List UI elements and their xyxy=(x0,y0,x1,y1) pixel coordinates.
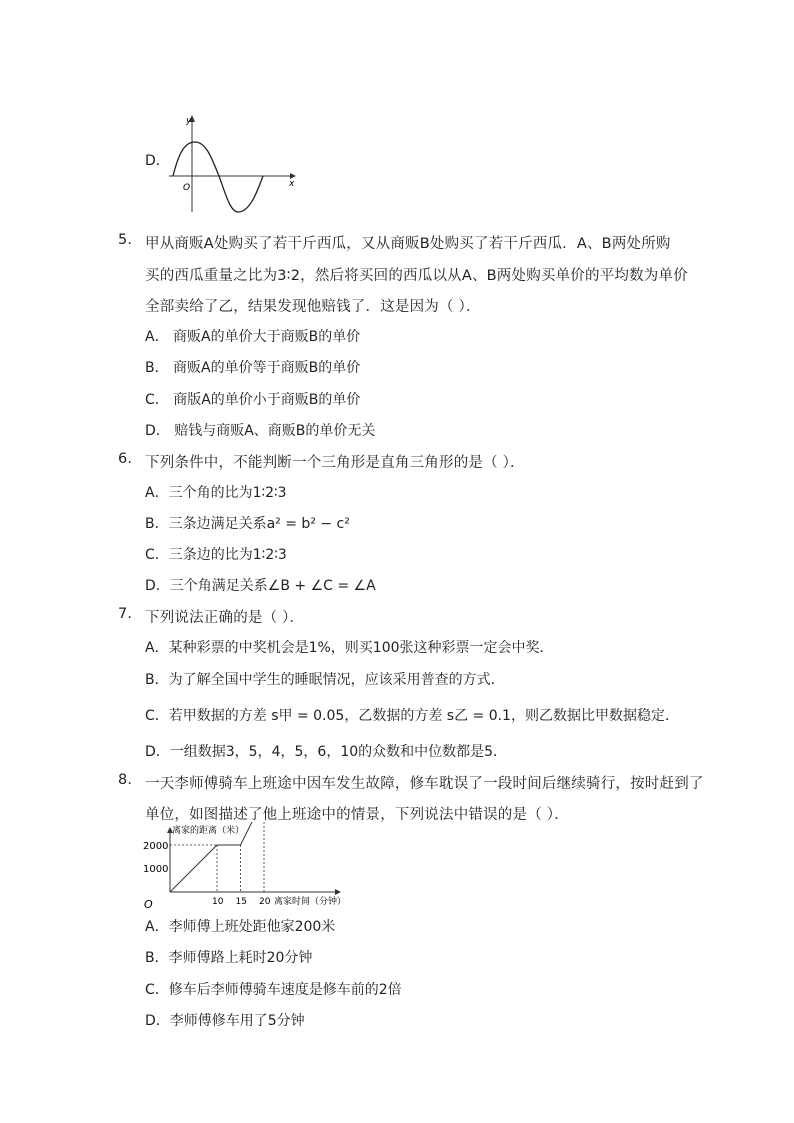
q8-option-b: B．李师傅路上耗时20分钟 xyxy=(145,950,313,966)
q7-option-d: D．一组数据3，5，4，5，6，10的众数和中位数都是5． xyxy=(145,744,508,760)
q7-option-b: B．为了解全国中学生的睡眠情况，应该采用普查的方式． xyxy=(145,672,505,688)
q7-number: 7. xyxy=(118,606,133,622)
q8-line1: 一天李师傅骑车上班途中因车发生故障，修车耽误了一段时间后继续骑行，按时赶到了 xyxy=(145,776,704,792)
q7-stem: 下列说法正确的是（ ）． xyxy=(145,610,305,626)
q4-y-label: y xyxy=(186,116,192,126)
q8-option-c: C．修车后李师傅骑车速度是修车前的2倍 xyxy=(145,982,402,998)
q8-number: 8. xyxy=(118,772,133,788)
q6-number: 6. xyxy=(118,451,133,467)
q4-x-label: x xyxy=(289,179,295,189)
q5-line2: 买的西瓜重量之比为3∶2，然后将买回的西瓜以从A、B两处购买单价的平均数为单价 xyxy=(145,268,688,284)
q8-ylabel: 离家的距离（米） xyxy=(172,826,245,836)
q5-option-b: B． 商贩A的单价等于商贩B的单价 xyxy=(145,360,361,376)
q8-ytick-2000: 2000 xyxy=(143,841,169,852)
q4-curve xyxy=(173,142,263,212)
q8-xlabel: 离家时间（分钟） xyxy=(274,897,347,907)
q5-option-a: A． 商贩A的单价大于商贩B的单价 xyxy=(145,329,361,345)
q4-origin-label: O xyxy=(183,183,191,193)
q8-origin-label: O xyxy=(144,898,153,911)
q5-line1: 甲从商贩A处购买了若干斤西瓜，又从商贩B处购买了若干斤西瓜．A、B两处所购 xyxy=(145,236,671,252)
q5-option-d: D． 赔钱与商贩A、商贩B的单价无关 xyxy=(145,423,376,439)
q6-option-b: B．三条边满足关系a² = b² − c² xyxy=(145,516,350,532)
q8-xtick-15: 15 xyxy=(235,897,247,907)
q4-option-d-label: D． xyxy=(145,153,170,169)
q8-xtick-20: 20 xyxy=(259,897,271,907)
q7-option-a: A．某种彩票的中奖机会是1%，则买100张这种彩票一定会中奖． xyxy=(145,640,554,656)
q5-line3: 全部卖给了乙，结果发现他赔钱了．这是因为（ ）． xyxy=(145,299,481,315)
q7-option-c: C．若甲数据的方差 s甲 = 0.05，乙数据的方差 s乙 = 0.1，则乙数据比甲数据稳定． xyxy=(145,708,679,724)
q8-distance-time-chart xyxy=(140,822,360,912)
q6-option-a: A．三个角的比为1∶2∶3 xyxy=(145,485,287,501)
q8-x-arrow xyxy=(335,889,341,895)
q8-line2: 单位，如图描述了他上班途中的情景，下列说法中错误的是（ ）． xyxy=(145,807,569,823)
q8-xtick-10: 10 xyxy=(212,897,224,907)
q8-option-d: D．李师傅修车用了5分钟 xyxy=(145,1013,305,1029)
q6-option-d: D．三个角满足关系∠B + ∠C = ∠A xyxy=(145,578,376,594)
q5-number: 5. xyxy=(118,232,133,248)
q5-option-c: C． 商版A的单价小于商贩B的单价 xyxy=(145,392,361,408)
q8-ytick-1000: 1000 xyxy=(143,864,169,875)
q6-option-c: C．三条边的比为1∶2∶3 xyxy=(145,547,287,563)
q8-option-a: A．李师傅上班处距他家200米 xyxy=(145,919,336,935)
q4-sine-graph xyxy=(165,112,300,217)
q6-stem: 下列条件中，不能判断一个三角形是直角三角形的是（ ）． xyxy=(145,455,525,471)
